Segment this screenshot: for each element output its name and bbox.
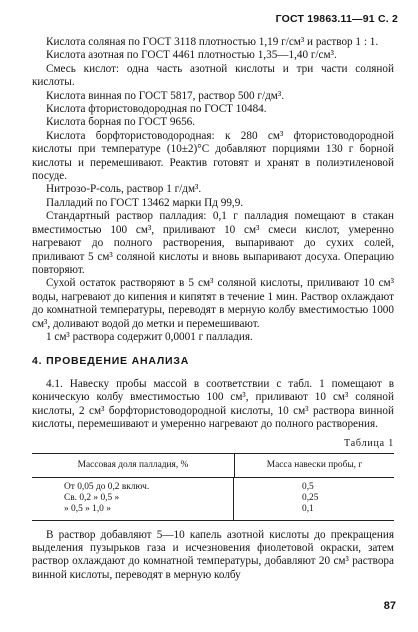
page-number: 87: [383, 600, 396, 612]
table-row: [32, 478, 394, 493]
table-cell-mass: 0,5: [302, 481, 314, 492]
table-cell-range: » 0,5 » 1,0 »: [32, 504, 234, 519]
reagent-tartaric-acid: Кислота винная по ГОСТ 5817, раствор 500 г/дм³.: [46, 89, 285, 102]
document-body: [32, 36, 394, 582]
reagent-nitroso-r-salt: Нитрозо-Р-соль, раствор 1 г/дм³.: [46, 183, 202, 196]
table-caption: Таблица 1: [344, 438, 394, 450]
table-header-row: [32, 454, 394, 478]
page-header: ГОСТ 19863.11—91 С. 2: [275, 13, 398, 25]
paragraph-after-table: В раствор добавляют 5—10 капель азотной кислоты до прекращения выделения пузырьков газа и исчезновения фиолетовой окраски, затем раствор охлаждают до комнатной температуры, добавляют 20 см³ раствора винной кислоты, переводят в мерную колбу: [32, 528, 394, 581]
table-cell-mass: 0,1: [302, 504, 314, 515]
reagent-boric-acid: Кислота борная по ГОСТ 9656.: [46, 116, 196, 129]
reagent-nitric-acid: Кислота азотная по ГОСТ 4461 плотностью 1,35—1,40 г/см³.: [46, 49, 337, 62]
paragraph-4-1: 4.1. Навеску пробы массой в соответствии с табл. 1 помещают в коническую колбу вместимостью 100 см³, приливают 10 см³ соляной кислоты, 2 см³ борфтористоводородной кислоты, 10 см³ раствора винной кислоты, перемешивают и умеренно нагревают до полного растворения.: [32, 377, 394, 430]
standard-solution-paragraph: Стандартный раствор палладия: 0,1 г палладия помещают в стакан вместимостью 100 см³, приливают 10 см³ смеси кислот, умеренно нагревают до полного растворения, выпаривают до сухих солей, приливают 5 см³ соляной кислоты и вновь выпаривают досуха. Операцию повторяют.: [32, 210, 394, 276]
table-cell-range: Св. 0,2 » 0,5 »: [32, 493, 234, 504]
reagent-fluoroboric-acid: Кислота борфтористоводородная: к 280 см³ фтористоводородной кислоты при температуре (10±2)°С добавляют порциями 130 г борной кислоты и перемешивают. Реактив готовят и хранят в полиэтиленовой посуде.: [32, 129, 394, 183]
table-cell-range: От 0,05 до 0,2 включ.: [32, 478, 234, 493]
table-row: [32, 504, 394, 519]
table-header-sample-mass: Масса навески пробы, г: [266, 459, 363, 470]
table-row: [32, 493, 394, 504]
section-title: 4. ПРОВЕДЕНИЕ АНАЛИЗА: [32, 355, 190, 368]
reagent-acid-mixture: Смесь кислот: одна часть азотной кислоты и три части соляной кислоты.: [32, 62, 394, 89]
concentration-note: 1 см³ раствора содержит 0,0001 г палладия.: [46, 330, 253, 343]
reagent-hydrofluoric-acid: Кислота фтористоводородная по ГОСТ 10484.: [46, 103, 267, 116]
reagent-palladium: Палладий по ГОСТ 13462 марки Пд 99,9.: [46, 196, 244, 209]
sample-mass-table: [32, 453, 394, 521]
reagent-hydrochloric-acid: Кислота соляная по ГОСТ 3118 плотностью 1,19 г/см³ и раствор 1 : 1.: [46, 36, 379, 48]
table-header-mass-fraction: Массовая доля палладия, %: [32, 454, 235, 477]
dry-residue-paragraph: Сухой остаток растворяют в 5 см³ соляной кислоты, приливают 10 см³ воды, нагревают до кипения и кипятят в течение 1 мин. Раствор охлаждают до комнатной температуры, переводят в мерную колбу вместимостью 1000 см³, доливают водой до метки и перемешивают.: [32, 277, 394, 330]
table-cell-mass: 0,25: [302, 493, 319, 504]
